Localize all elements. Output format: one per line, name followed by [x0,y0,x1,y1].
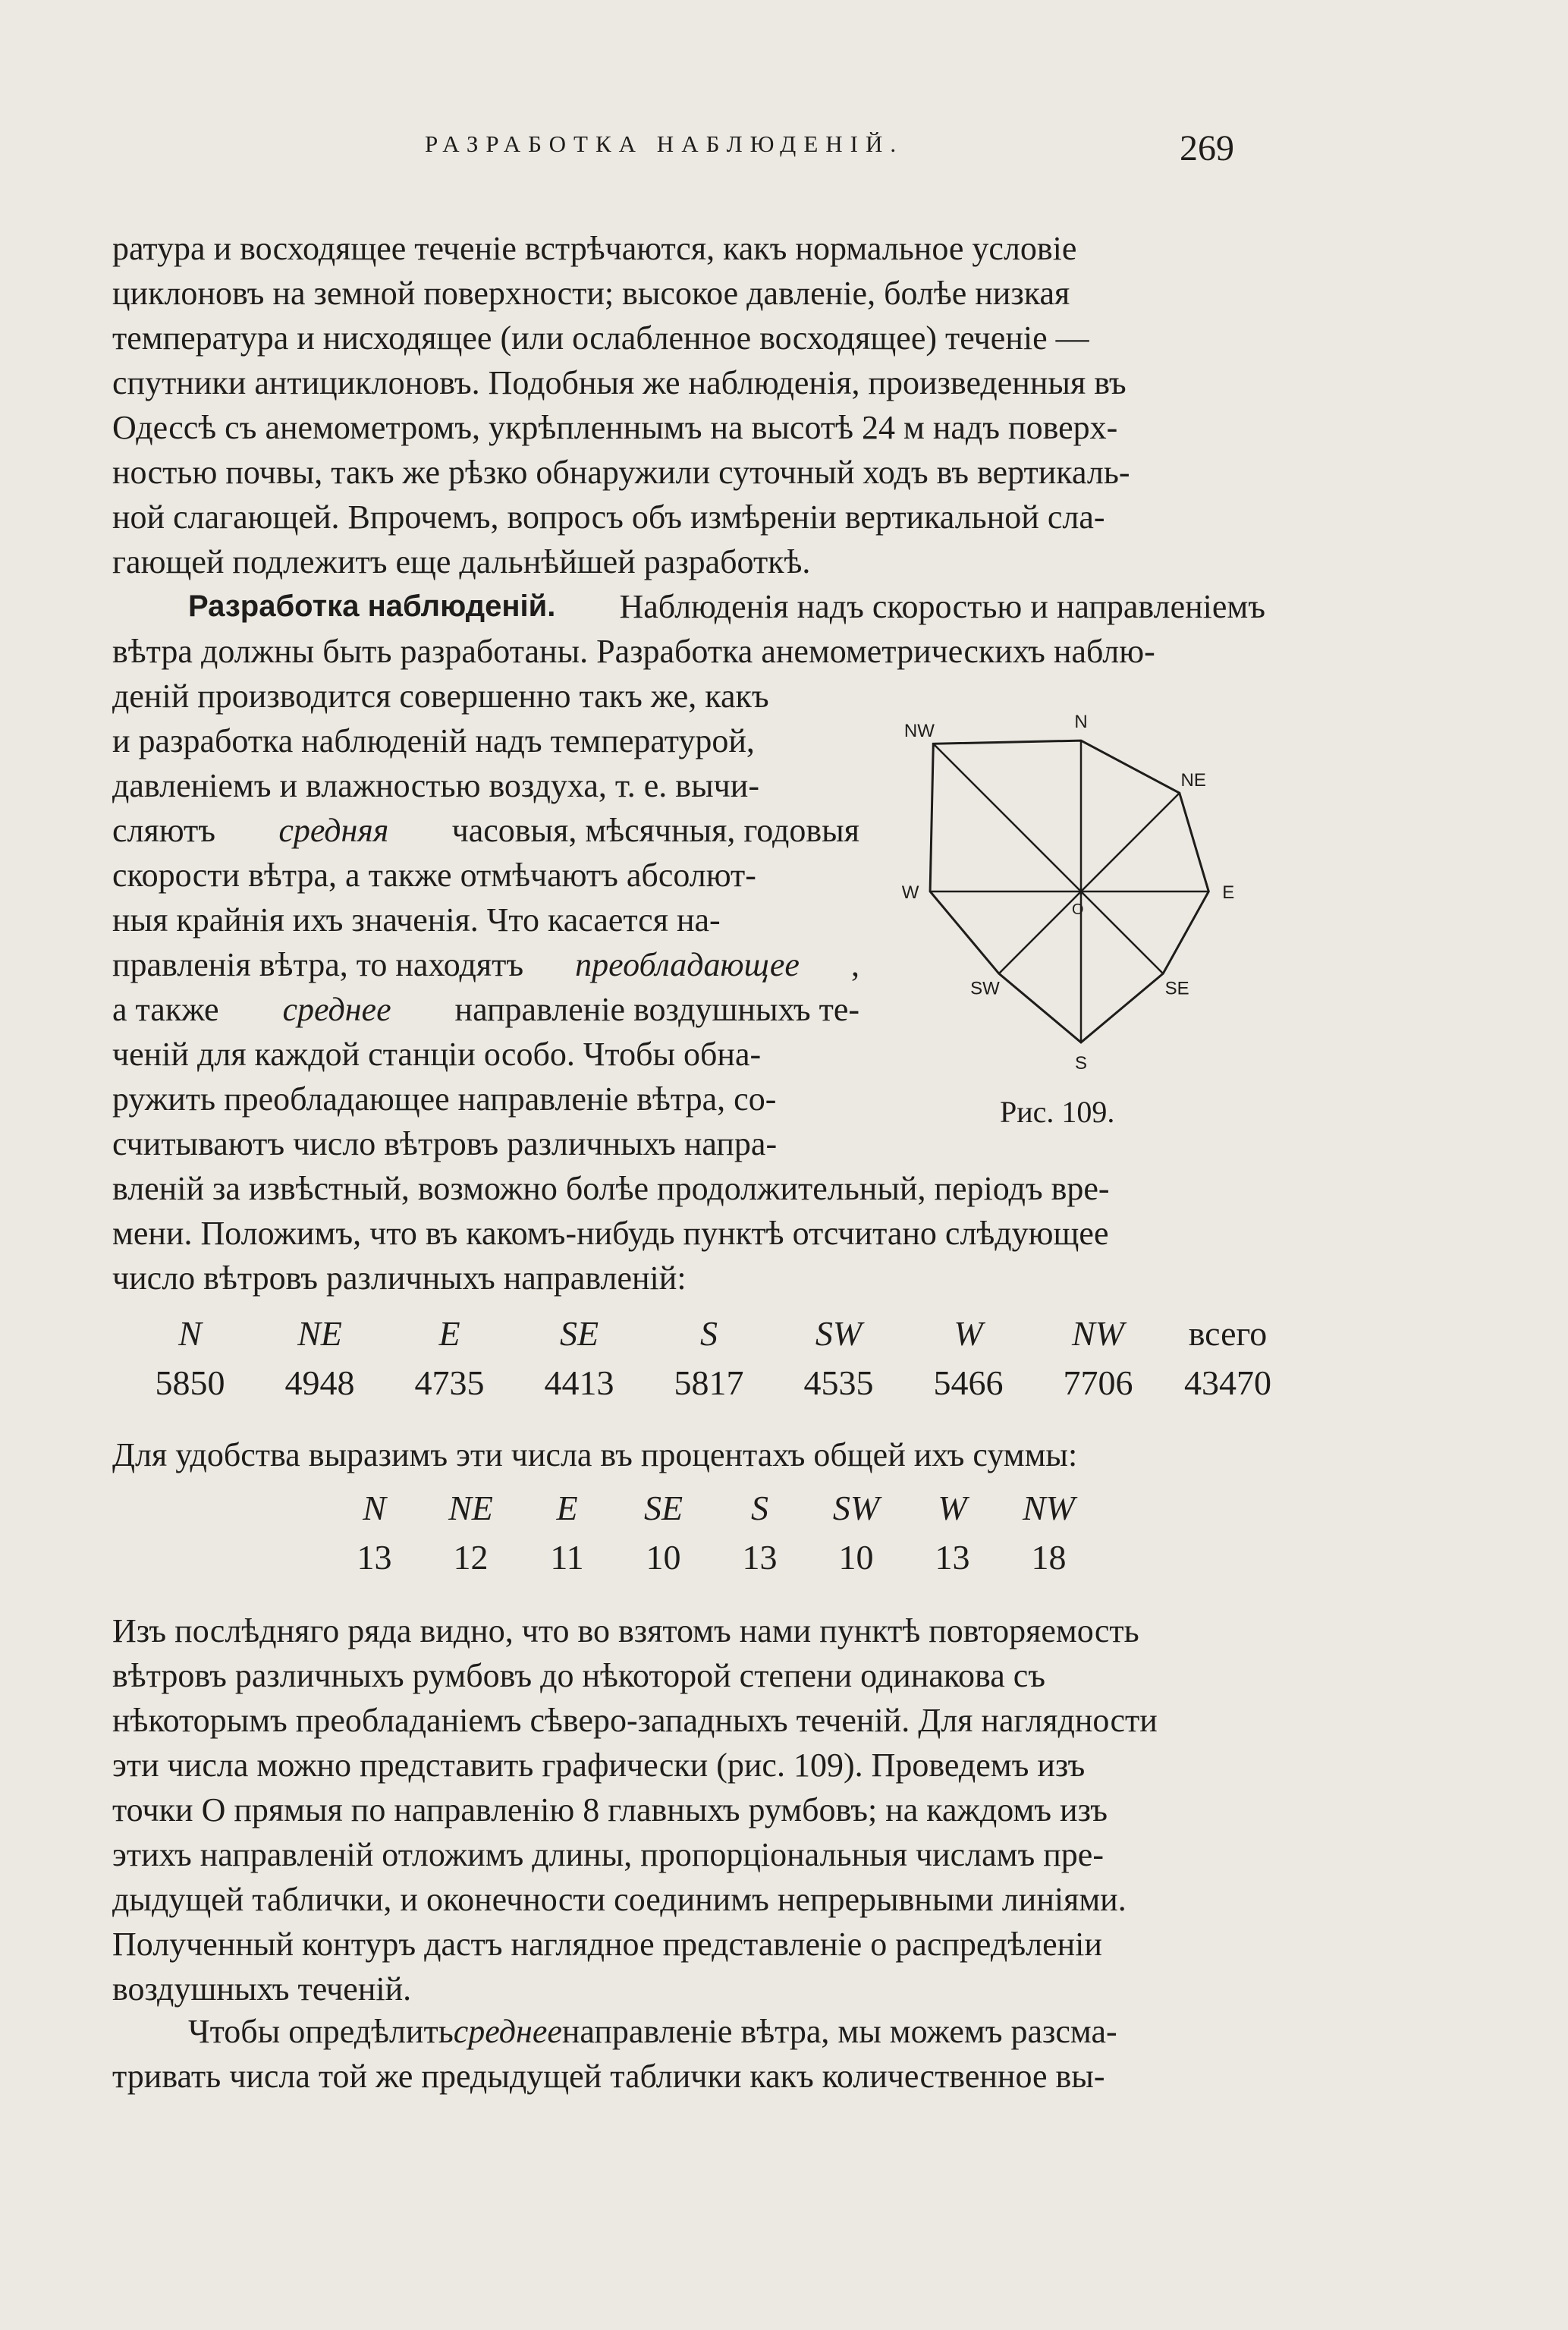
text-fragment: ружить преобладающее направленіе вѣтра, со- [112,1080,777,1118]
text-fragment: вѣтровъ различныхъ румбовъ до нѣкоторой степени одинакова съ [112,1657,1046,1694]
text-fragment: Полученный контуръ дастъ наглядное представленіе о распредѣленіи [112,1926,1102,1963]
table-cell: 4735 [414,1363,485,1402]
rose-label-s: S [1074,1052,1088,1074]
text-line [112,674,859,718]
emphasis: преобладающее [575,946,800,983]
rose-spoke-se [1081,891,1163,973]
text-fragment: , [851,946,859,983]
table-header-cell: SE [559,1314,599,1353]
text-fragment: Изъ послѣдняго ряда видно, что во взятомъ нами пунктѣ повторяемость [112,1612,1139,1649]
text-fragment: ратура и восходящее теченіе встрѣчаются, какъ нормальное условіе [112,230,1077,267]
text-fragment: ныя крайнія ихъ значенія. Что касается на- [112,901,721,939]
table-cell: 7706 [1063,1363,1133,1402]
text-fragment: тривать числа той же предыдущей таблички какъ количественное вы- [112,2058,1105,2095]
text-fragment: гающей подлежитъ еще дальнѣйшей разработкѣ. [112,543,811,580]
table-header-cell: NW [1072,1314,1124,1353]
emphasis: средняя [278,812,389,849]
wind-rose-diagram [880,687,1274,1096]
text-line [112,629,1265,674]
text-fragment: ной слагающей. Впрочемъ, вопросъ объ измѣреніи вертикальной сла- [112,498,1105,536]
rose-label-nw: NW [903,720,935,741]
table-header-cell: S [700,1314,718,1353]
text-fragment: направленіе воздушныхъ те- [454,991,859,1028]
rose-label-ne: NE [1180,769,1206,791]
text-line [112,1653,1265,1698]
table-header-cell: E [556,1489,578,1527]
table-cell: 4413 [544,1363,614,1402]
table-header-cell: NE [448,1489,493,1527]
text-line [112,987,859,1032]
text-line [112,1166,1265,1211]
table-header-cell: SW [832,1489,880,1527]
text-line [112,450,1265,495]
table-cell: 5817 [674,1363,744,1402]
text-fragment: ностью почвы, такъ же рѣзко обнаружили суточный ходъ въ вертикаль- [112,454,1130,491]
text-line [112,360,1265,405]
text-fragment: правленія вѣтра, то находятъ [112,946,524,983]
table-cell: 4535 [803,1363,874,1402]
text-line [112,1922,1265,1967]
text-line [112,718,859,763]
text-line [112,1832,1265,1877]
text-fragment: точки О прямыя по направленію 8 главныхъ румбовъ; на каждомъ изъ [112,1791,1108,1828]
text-fragment: этихъ направленій отложимъ длины, пропорціональныя числамъ пре- [112,1836,1104,1873]
rose-center-label: O [1072,901,1084,918]
table-header-cell: E [438,1314,460,1353]
table-row [125,1309,1293,1358]
text-fragment: дыдущей таблички, и оконечности соединимъ непрерывными линіями. [112,1881,1127,1918]
text-line [112,316,1265,360]
text-line [112,2054,1265,2099]
rose-label-n: N [1074,712,1088,733]
table-cell: 43470 [1184,1363,1271,1402]
rose-label-se: SE [1164,978,1189,999]
rose-spoke-ne [1081,793,1180,891]
text-line [112,405,1265,450]
table-cell: 13 [742,1538,778,1577]
table-cell: 5466 [933,1363,1004,1402]
table-cell: 10 [646,1538,681,1577]
text-fragment: температура и нисходящее (или ослабленное восходящее) теченіе — [112,319,1089,357]
text-line [112,226,1265,271]
emphasis: среднее [282,991,391,1028]
paragraph-mean-direction [112,2009,1265,2099]
text-fragment: часовыя, мѣсячныя, годовыя [451,812,859,849]
table-cell: 5850 [155,1363,225,1402]
text-line [112,1608,1265,1653]
table-header-cell: N [363,1489,386,1527]
table-header-cell: W [954,1314,983,1353]
text-fragment: Одессѣ съ анемометромъ, укрѣпленнымъ на высотѣ 24 м надъ поверх- [112,409,1118,446]
text-line [112,898,859,942]
text-line [112,808,859,853]
table-header-cell: SW [815,1314,863,1353]
table-cell: 11 [550,1538,584,1577]
text-line [112,1432,1265,1477]
text-fragment: направленіе вѣтра, мы можемъ разсма- [561,2013,1117,2050]
text-line [112,853,859,898]
text-fragment: вѣтра должны быть разработаны. Разработка анемометрическихъ наблю- [112,633,1155,670]
text-fragment: и разработка наблюденій надъ температурой, [112,722,755,759]
text-fragment: деній производится совершенно такъ же, какъ [112,678,769,715]
running-title: РАЗРАБОТКА НАБЛЮДЕНІЙ. [425,130,904,157]
text-line [112,1698,1265,1743]
text-line [112,495,1265,539]
text-fragment: мени. Положимъ, что въ какомъ-нибудь пунктѣ отсчитано слѣдующее [112,1215,1109,1252]
text-line [112,1743,1265,1788]
table-cell: 10 [838,1538,874,1577]
text-fragment: циклоновъ на земной поверхности; высокое давленіе, болѣе низкая [112,275,1070,312]
figure-caption: Рис. 109. [1000,1095,1115,1129]
text-fragment: нѣкоторымъ преобладаніемъ сѣверо-западныхъ теченій. Для наглядности [112,1702,1158,1739]
table-cell: 13 [935,1538,970,1577]
text-fragment: скорости вѣтра, а также отмѣчаютъ абсолют- [112,857,756,894]
table-cell: 12 [453,1538,489,1577]
wind-percent-table [326,1483,1097,1582]
text-line [112,2009,1265,2054]
rose-label-w: W [901,882,919,903]
text-line [112,1121,859,1166]
table-header-cell: NE [297,1314,342,1353]
table-header-cell: W [938,1489,967,1527]
paragraph-interpretation [112,1608,1265,2011]
table-row [326,1483,1097,1533]
rose-spoke-nw [933,744,1081,891]
table-header-cell: SE [643,1489,683,1527]
text-line [112,1788,1265,1832]
text-line [112,584,1265,629]
text-line [112,539,1265,584]
table-cell: 13 [357,1538,392,1577]
text-fragment: воздушныхъ теченій. [112,1970,412,2008]
text-fragment: число вѣтровъ различныхъ направленій: [112,1259,687,1297]
text-fragment: Наблюденія надъ скоростью и направленіемъ [619,588,1265,625]
table-header-cell: N [178,1314,202,1353]
text-line [112,942,859,987]
section-heading: Разработка наблюденій. [188,590,556,623]
text-fragment: сляютъ [112,812,215,849]
table-intro [112,1432,1265,1477]
table-header-cell: всего [1188,1314,1268,1353]
table-header-cell: S [751,1489,768,1527]
page-number: 269 [1180,128,1234,168]
text-line [112,763,859,808]
text-line [112,1077,859,1121]
table-row [125,1358,1293,1407]
rose-spoke-sw [999,891,1081,973]
text-fragment: считываютъ число вѣтровъ различныхъ напра- [112,1125,778,1162]
text-fragment: Чтобы опредѣлить [188,2013,454,2050]
text-fragment: давленіемъ и влажностью воздуха, т. е. вычи- [112,767,759,804]
text-line [112,1211,1265,1256]
text-line [112,1967,1265,2011]
table-row [326,1533,1097,1582]
wind-count-table [125,1309,1293,1407]
text-fragment: Для удобства выразимъ эти числа въ процентахъ общей ихъ суммы: [112,1436,1078,1473]
wind-rose-figure [880,687,1274,1134]
rose-label-sw: SW [970,978,1000,999]
table-cell: 18 [1031,1538,1067,1577]
wrapped-text [112,674,859,1166]
text-fragment: ченій для каждой станціи особо. Чтобы обна- [112,1036,762,1073]
text-line [112,1877,1265,1922]
text-fragment: а также [112,991,219,1028]
text-fragment: эти числа можно представить графически (рис. 109). Проведемъ изъ [112,1747,1086,1784]
paragraph-continued [112,226,1265,584]
rose-label-e: E [1222,882,1235,903]
table-header-cell: NW [1023,1489,1075,1527]
emphasis: среднее [453,2013,562,2050]
text-fragment: спутники антициклоновъ. Подобныя же наблюденія, произведенныя въ [112,364,1127,401]
wide-text [112,1166,1265,1300]
text-line [112,271,1265,316]
text-fragment: вленій за извѣстный, возможно болѣе продолжительный, періодъ вре- [112,1170,1110,1207]
text-line [112,1032,859,1077]
table-cell: 4948 [284,1363,355,1402]
text-line [112,1256,1265,1300]
